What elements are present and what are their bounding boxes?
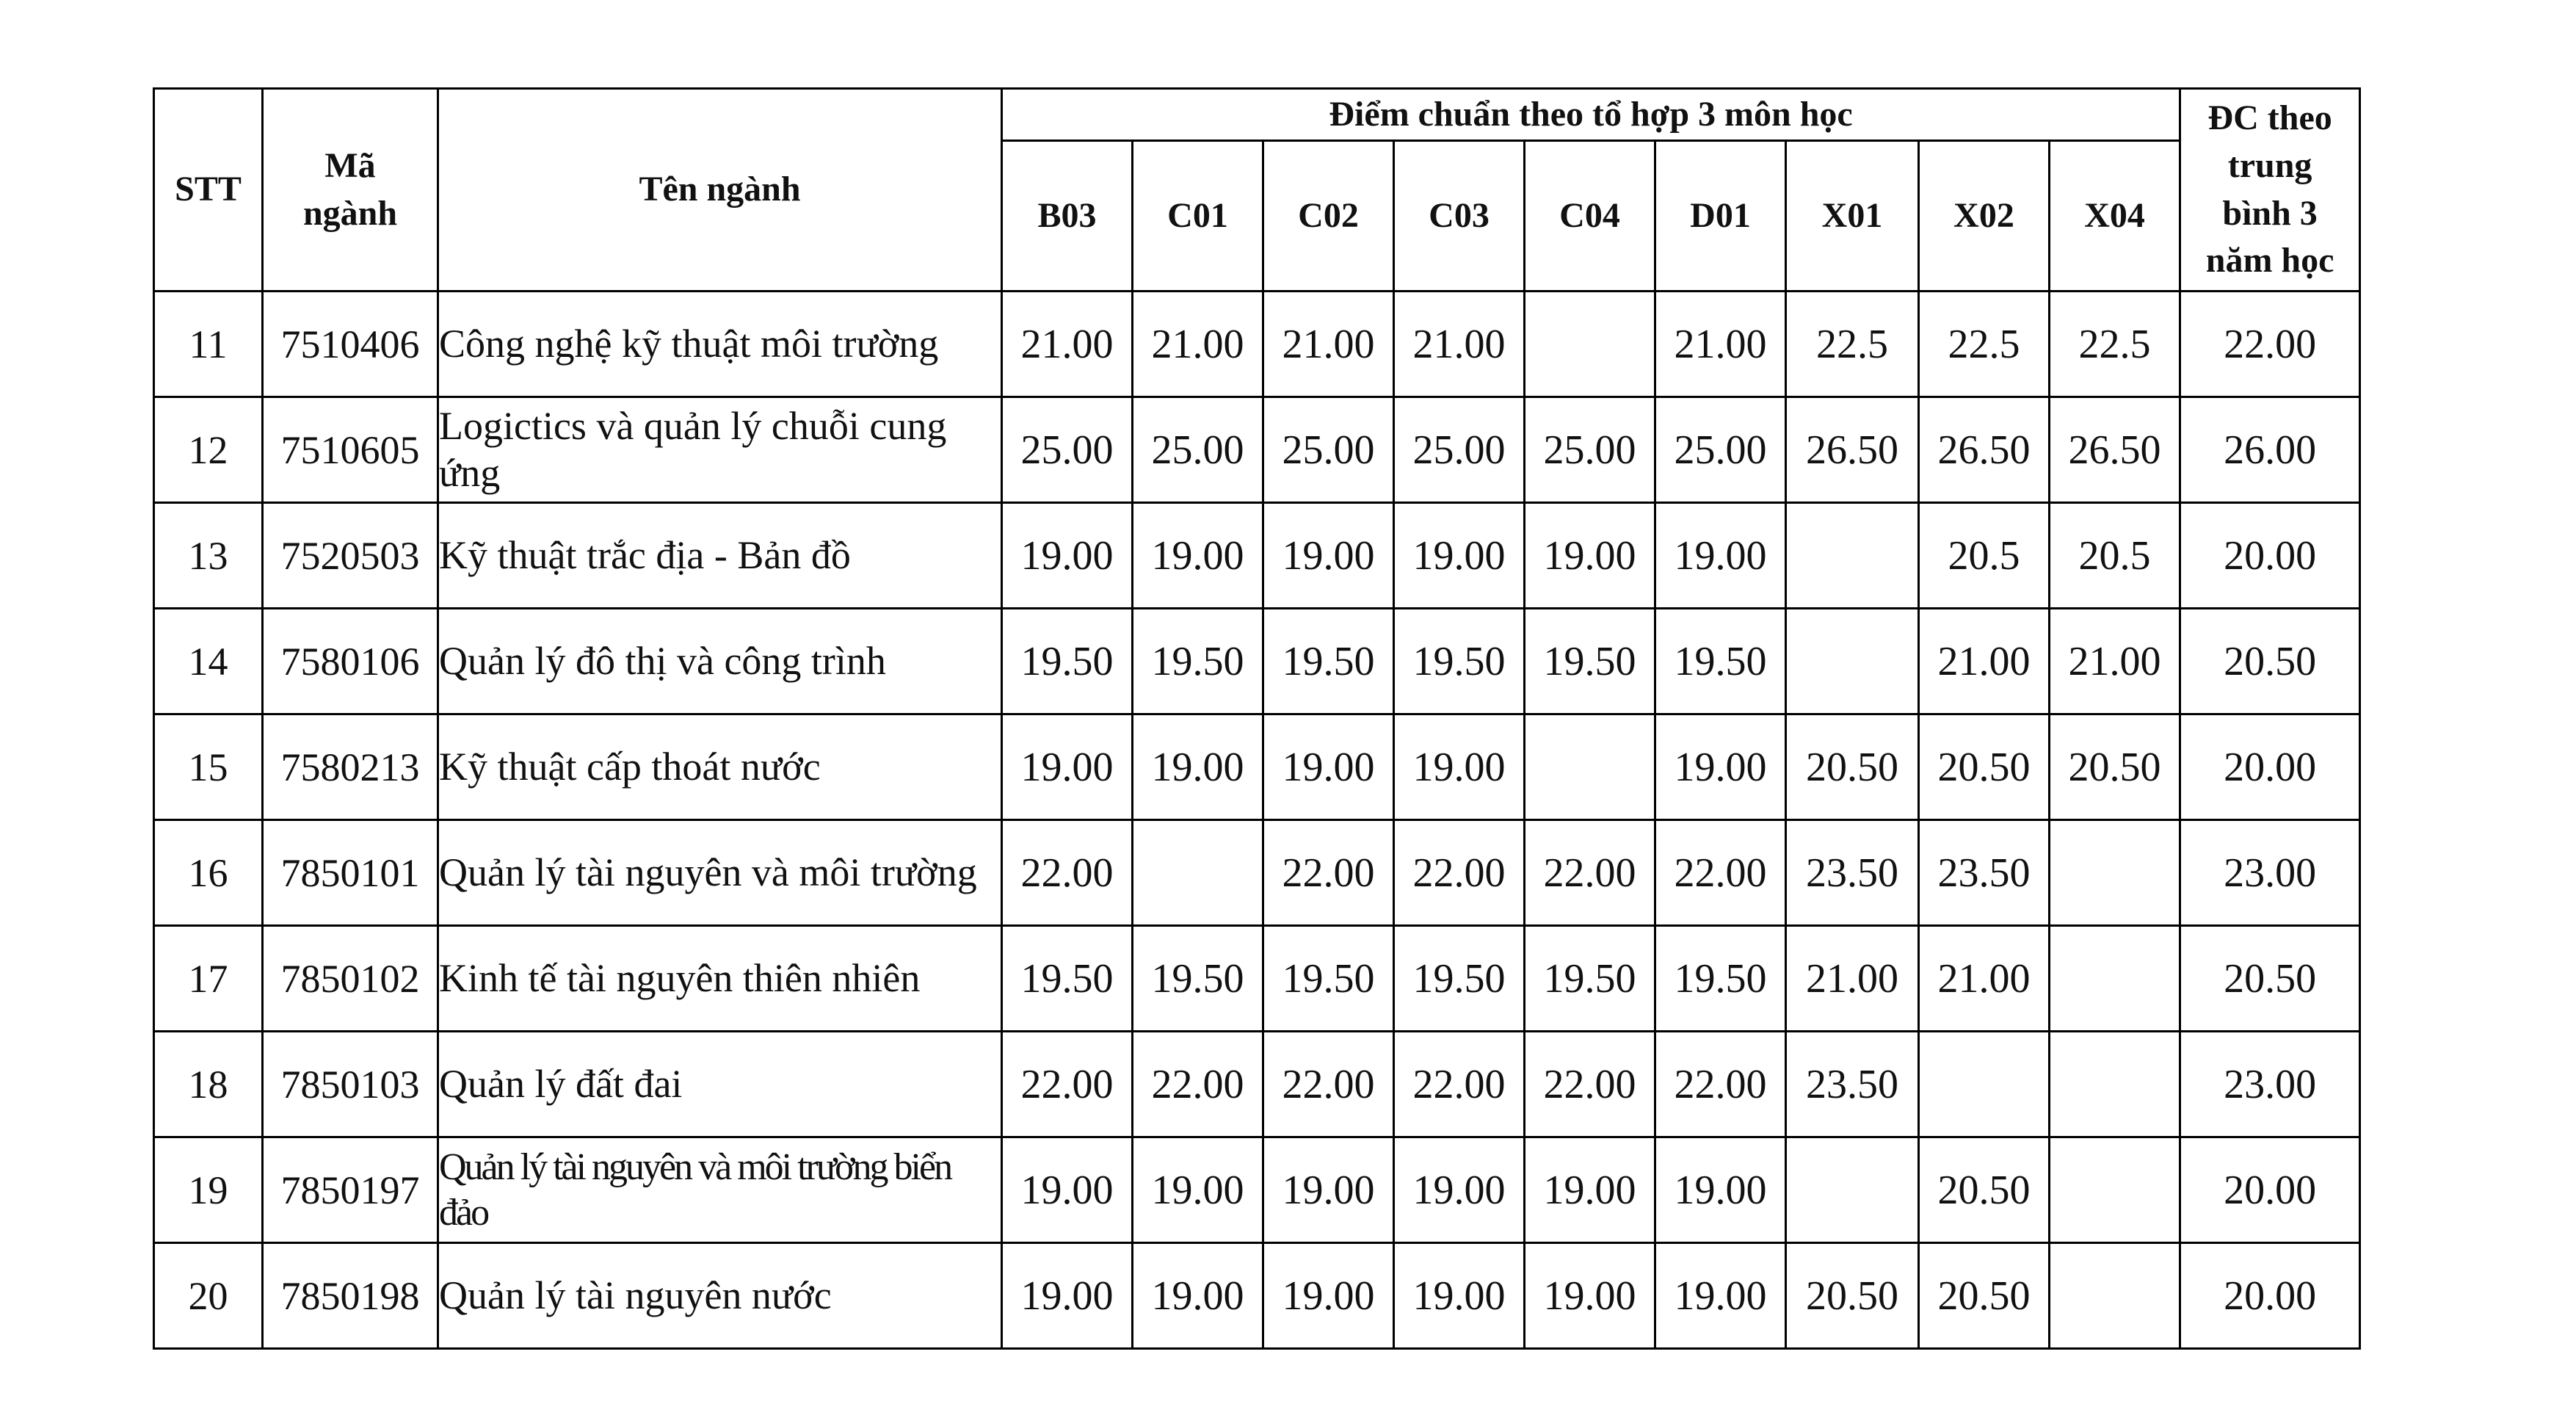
cell-score-c01: [1133, 820, 1263, 926]
cell-score-c04: 19.00: [1525, 1243, 1655, 1349]
cell-dc-average: 20.50: [2180, 609, 2360, 714]
cell-score-x04: 22.5: [2050, 292, 2180, 397]
header-ten-nganh: Tên ngành: [438, 89, 1002, 292]
cell-score-x04: 26.50: [2050, 397, 2180, 503]
header-combo-d01: D01: [1655, 141, 1786, 292]
cell-dc-average: 20.00: [2180, 1243, 2360, 1349]
cell-score-x01: [1786, 609, 1919, 714]
cell-dc-average: 23.00: [2180, 1032, 2360, 1137]
header-combo-x02: X02: [1919, 141, 2050, 292]
cell-score-c04: [1525, 714, 1655, 820]
cell-score-c04: 22.00: [1525, 820, 1655, 926]
cell-score-c02: 19.50: [1263, 609, 1394, 714]
cell-score-c01: 19.00: [1133, 503, 1263, 609]
cell-score-x02: [1919, 1032, 2050, 1137]
cell-score-c03: 19.00: [1394, 714, 1525, 820]
cell-stt: 12: [154, 397, 263, 503]
cell-score-b03: 19.00: [1002, 1137, 1133, 1243]
cell-score-c04: 19.50: [1525, 926, 1655, 1032]
cell-name: Logictics và quản lý chuỗi cung ứng: [438, 397, 1002, 503]
header-combo-c04: C04: [1525, 141, 1655, 292]
cell-score-x01: 23.50: [1786, 1032, 1919, 1137]
cell-score-c01: 19.00: [1133, 1137, 1263, 1243]
cell-stt: 15: [154, 714, 263, 820]
cell-score-d01: 19.00: [1655, 1137, 1786, 1243]
cell-score-x02: 20.5: [1919, 503, 2050, 609]
cell-score-d01: 19.00: [1655, 503, 1786, 609]
cell-score-x04: [2050, 820, 2180, 926]
cell-score-c04: 22.00: [1525, 1032, 1655, 1137]
cell-score-d01: 19.00: [1655, 714, 1786, 820]
header-combo-c01: C01: [1133, 141, 1263, 292]
header-combo-c03: C03: [1394, 141, 1525, 292]
cell-name: Kỹ thuật cấp thoát nước: [438, 714, 1002, 820]
cell-dc-average: 23.00: [2180, 820, 2360, 926]
cell-score-b03: 22.00: [1002, 1032, 1133, 1137]
table-row: [154, 503, 2360, 609]
cell-code: 7510605: [263, 397, 438, 503]
cell-score-b03: 25.00: [1002, 397, 1133, 503]
header-combo-c02: C02: [1263, 141, 1394, 292]
cell-score-c02: 19.50: [1263, 926, 1394, 1032]
cell-name: Quản lý đô thị và công trình: [438, 609, 1002, 714]
cell-score-x01: 23.50: [1786, 820, 1919, 926]
cell-score-b03: 19.50: [1002, 926, 1133, 1032]
cell-score-b03: 19.00: [1002, 714, 1133, 820]
cell-stt: 20: [154, 1243, 263, 1349]
cell-score-b03: 22.00: [1002, 820, 1133, 926]
cell-dc-average: 20.00: [2180, 503, 2360, 609]
cell-score-x01: 20.50: [1786, 1243, 1919, 1349]
cell-score-b03: 19.50: [1002, 609, 1133, 714]
cell-stt: 14: [154, 609, 263, 714]
admission-score-table: [153, 87, 2361, 1350]
cell-score-x04: [2050, 1243, 2180, 1349]
cell-score-c01: 21.00: [1133, 292, 1263, 397]
cell-score-x01: [1786, 1137, 1919, 1243]
cell-score-x02: 21.00: [1919, 926, 2050, 1032]
table-row: [154, 292, 2360, 397]
cell-score-c01: 22.00: [1133, 1032, 1263, 1137]
cell-score-c02: 19.00: [1263, 1243, 1394, 1349]
cell-name: Kinh tế tài nguyên thiên nhiên: [438, 926, 1002, 1032]
cell-score-c03: 19.00: [1394, 1137, 1525, 1243]
cell-score-x02: 23.50: [1919, 820, 2050, 926]
table-body: [154, 292, 2360, 1349]
cell-score-c02: 19.00: [1263, 503, 1394, 609]
cell-stt: 18: [154, 1032, 263, 1137]
cell-score-x04: [2050, 1137, 2180, 1243]
cell-score-c01: 19.00: [1133, 714, 1263, 820]
cell-dc-average: 20.00: [2180, 714, 2360, 820]
cell-score-x02: 22.5: [1919, 292, 2050, 397]
cell-score-b03: 21.00: [1002, 292, 1133, 397]
cell-stt: 13: [154, 503, 263, 609]
cell-score-c03: 25.00: [1394, 397, 1525, 503]
header-stt: STT: [154, 89, 263, 292]
cell-name: Quản lý tài nguyên và môi trường biển đảo: [438, 1137, 1002, 1243]
cell-score-x04: 20.50: [2050, 714, 2180, 820]
cell-score-x04: [2050, 1032, 2180, 1137]
cell-score-c03: 19.00: [1394, 1243, 1525, 1349]
cell-code: 7850102: [263, 926, 438, 1032]
cell-score-x01: 22.5: [1786, 292, 1919, 397]
cell-name: Quản lý tài nguyên và môi trường: [438, 820, 1002, 926]
cell-score-c04: 19.00: [1525, 503, 1655, 609]
cell-score-c02: 22.00: [1263, 820, 1394, 926]
cell-dc-average: 20.00: [2180, 1137, 2360, 1243]
cell-score-c01: 19.00: [1133, 1243, 1263, 1349]
cell-score-x02: 26.50: [1919, 397, 2050, 503]
table-row: [154, 609, 2360, 714]
cell-dc-average: 20.50: [2180, 926, 2360, 1032]
cell-code: 7850197: [263, 1137, 438, 1243]
cell-code: 7580213: [263, 714, 438, 820]
cell-score-b03: 19.00: [1002, 503, 1133, 609]
cell-stt: 19: [154, 1137, 263, 1243]
cell-score-d01: 21.00: [1655, 292, 1786, 397]
cell-code: 7850198: [263, 1243, 438, 1349]
header-ma-nganh: Mã ngành: [263, 89, 438, 292]
cell-score-x04: 21.00: [2050, 609, 2180, 714]
cell-score-c02: 25.00: [1263, 397, 1394, 503]
cell-name: Công nghệ kỹ thuật môi trường: [438, 292, 1002, 397]
cell-score-x04: [2050, 926, 2180, 1032]
cell-name: Quản lý đất đai: [438, 1032, 1002, 1137]
cell-stt: 16: [154, 820, 263, 926]
cell-stt: 17: [154, 926, 263, 1032]
cell-score-c02: 19.00: [1263, 1137, 1394, 1243]
cell-score-c01: 19.50: [1133, 609, 1263, 714]
table-header: [154, 89, 2360, 292]
table-row: [154, 1243, 2360, 1349]
cell-score-x01: 20.50: [1786, 714, 1919, 820]
cell-score-c03: 22.00: [1394, 1032, 1525, 1137]
cell-score-c04: [1525, 292, 1655, 397]
cell-score-d01: 19.00: [1655, 1243, 1786, 1349]
header-dc-average: ĐC theo trung bình 3 năm học: [2180, 89, 2360, 292]
cell-score-d01: 22.00: [1655, 1032, 1786, 1137]
header-combo-b03: B03: [1002, 141, 1133, 292]
cell-score-c01: 19.50: [1133, 926, 1263, 1032]
cell-score-x01: 26.50: [1786, 397, 1919, 503]
cell-score-c04: 25.00: [1525, 397, 1655, 503]
cell-dc-average: 22.00: [2180, 292, 2360, 397]
cell-code: 7580106: [263, 609, 438, 714]
table-row: [154, 1137, 2360, 1243]
cell-name: Quản lý tài nguyên nước: [438, 1243, 1002, 1349]
cell-score-d01: 19.50: [1655, 926, 1786, 1032]
cell-score-d01: 25.00: [1655, 397, 1786, 503]
cell-score-c02: 22.00: [1263, 1032, 1394, 1137]
header-combo-x04: X04: [2050, 141, 2180, 292]
cell-score-c03: 19.50: [1394, 609, 1525, 714]
cell-score-c02: 21.00: [1263, 292, 1394, 397]
cell-score-c04: 19.00: [1525, 1137, 1655, 1243]
cell-score-d01: 22.00: [1655, 820, 1786, 926]
cell-name: Kỹ thuật trắc địa - Bản đồ: [438, 503, 1002, 609]
cell-score-c04: 19.50: [1525, 609, 1655, 714]
header-combo-group: Điểm chuẩn theo tổ hợp 3 môn học: [1002, 89, 2180, 141]
table-row: [154, 714, 2360, 820]
table-row: [154, 1032, 2360, 1137]
cell-score-c03: 21.00: [1394, 292, 1525, 397]
cell-score-x02: 20.50: [1919, 1137, 2050, 1243]
cell-code: 7850103: [263, 1032, 438, 1137]
cell-code: 7850101: [263, 820, 438, 926]
cell-score-x02: 20.50: [1919, 714, 2050, 820]
cell-score-c02: 19.00: [1263, 714, 1394, 820]
cell-score-x02: 21.00: [1919, 609, 2050, 714]
table-row: [154, 820, 2360, 926]
cell-score-x01: 21.00: [1786, 926, 1919, 1032]
cell-score-c01: 25.00: [1133, 397, 1263, 503]
cell-code: 7520503: [263, 503, 438, 609]
cell-score-c03: 22.00: [1394, 820, 1525, 926]
table-row: [154, 926, 2360, 1032]
table-row: [154, 397, 2360, 503]
cell-score-c03: 19.00: [1394, 503, 1525, 609]
cell-score-x04: 20.5: [2050, 503, 2180, 609]
cell-score-d01: 19.50: [1655, 609, 1786, 714]
cell-stt: 11: [154, 292, 263, 397]
cell-code: 7510406: [263, 292, 438, 397]
cell-score-x02: 20.50: [1919, 1243, 2050, 1349]
cell-dc-average: 26.00: [2180, 397, 2360, 503]
cell-score-x01: [1786, 503, 1919, 609]
cell-score-b03: 19.00: [1002, 1243, 1133, 1349]
cell-score-c03: 19.50: [1394, 926, 1525, 1032]
header-combo-x01: X01: [1786, 141, 1919, 292]
